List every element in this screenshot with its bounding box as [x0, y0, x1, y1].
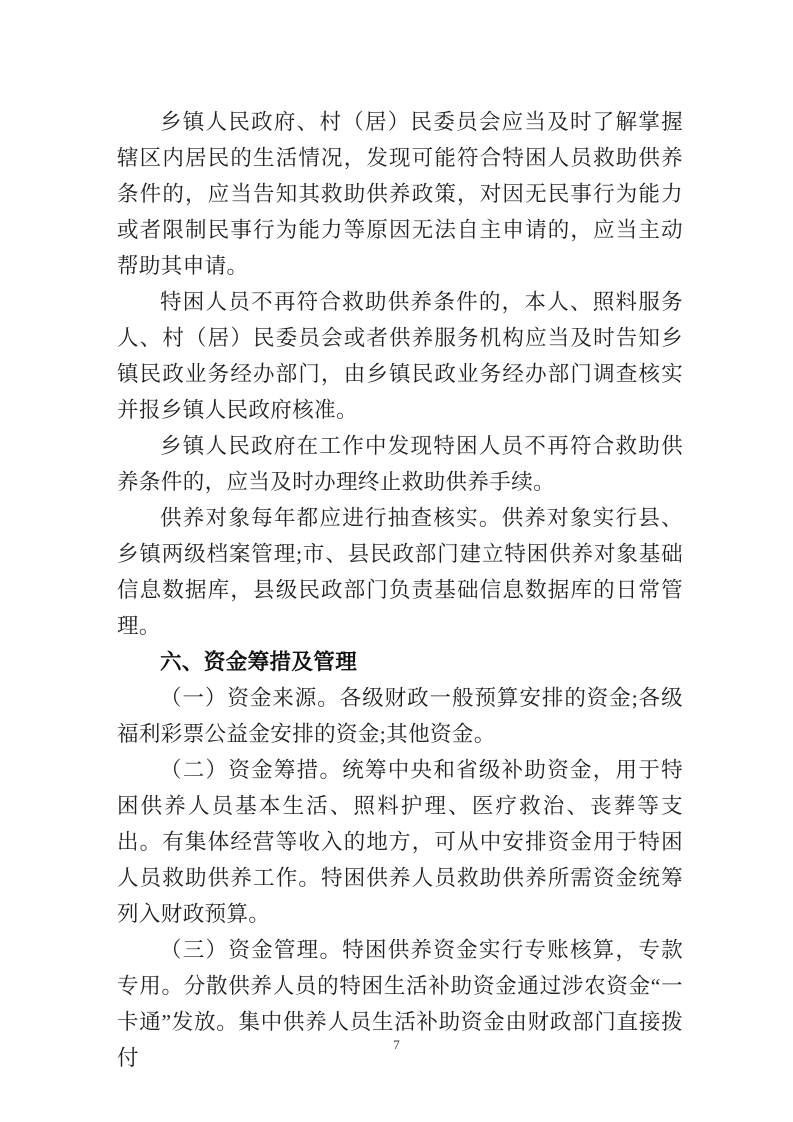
paragraph-terminate-procedure: 乡镇人民政府在工作中发现特困人员不再符合救助供养条件的，应当及时办理终止救助供养手续。 — [117, 434, 683, 494]
paragraph-funding-management: （三）资金管理。特困供养资金实行专账核算，专款专用。分散供养人员的特困生活补助资金通过涉农资金“一卡通”发放。集中供养人员生活补助资金由财政部门直接拨付 — [117, 938, 683, 1070]
paragraph-funding-raising: （二）资金筹措。统筹中央和省级补助资金，用于特困供养人员基本生活、照料护理、医疗救治、丧葬等支出。有集体经营等收入的地方，可从中安排资金用于特困人员救助供养工作。特困供养人员救助供养所需资金统筹列入财政预算。 — [117, 758, 683, 926]
paragraph-funding-sources: （一）资金来源。各级财政一般预算安排的资金;各级福利彩票公益金安排的资金;其他资金。 — [117, 686, 683, 746]
paragraph-township-duty: 乡镇人民政府、村（居）民委员会应当及时了解掌握辖区内居民的生活情况，发现可能符合特困人员救助供养条件的，应当告知其救助供养政策，对因无民事行为能力或者限制民事行为能力等原因无法自主申请的，应当主动帮助其申请。 — [117, 110, 683, 278]
paragraph-annual-verification: 供养对象每年都应进行抽查核实。供养对象实行县、乡镇两级档案管理;市、县民政部门建立特困供养对象基础信息数据库，县级民政部门负责基础信息数据库的日常管理。 — [117, 506, 683, 638]
page-number: 7 — [393, 1037, 400, 1052]
paragraph-no-longer-eligible: 特困人员不再符合救助供养条件的，本人、照料服务人、村（居）民委员会或者供养服务机构应当及时告知乡镇民政业务经办部门，由乡镇民政业务经办部门调查核实并报乡镇人民政府核准。 — [117, 290, 683, 422]
page-footer — [0, 1036, 793, 1054]
section-heading-funding: 六、资金筹措及管理 — [160, 650, 358, 674]
document-body — [117, 104, 683, 1076]
